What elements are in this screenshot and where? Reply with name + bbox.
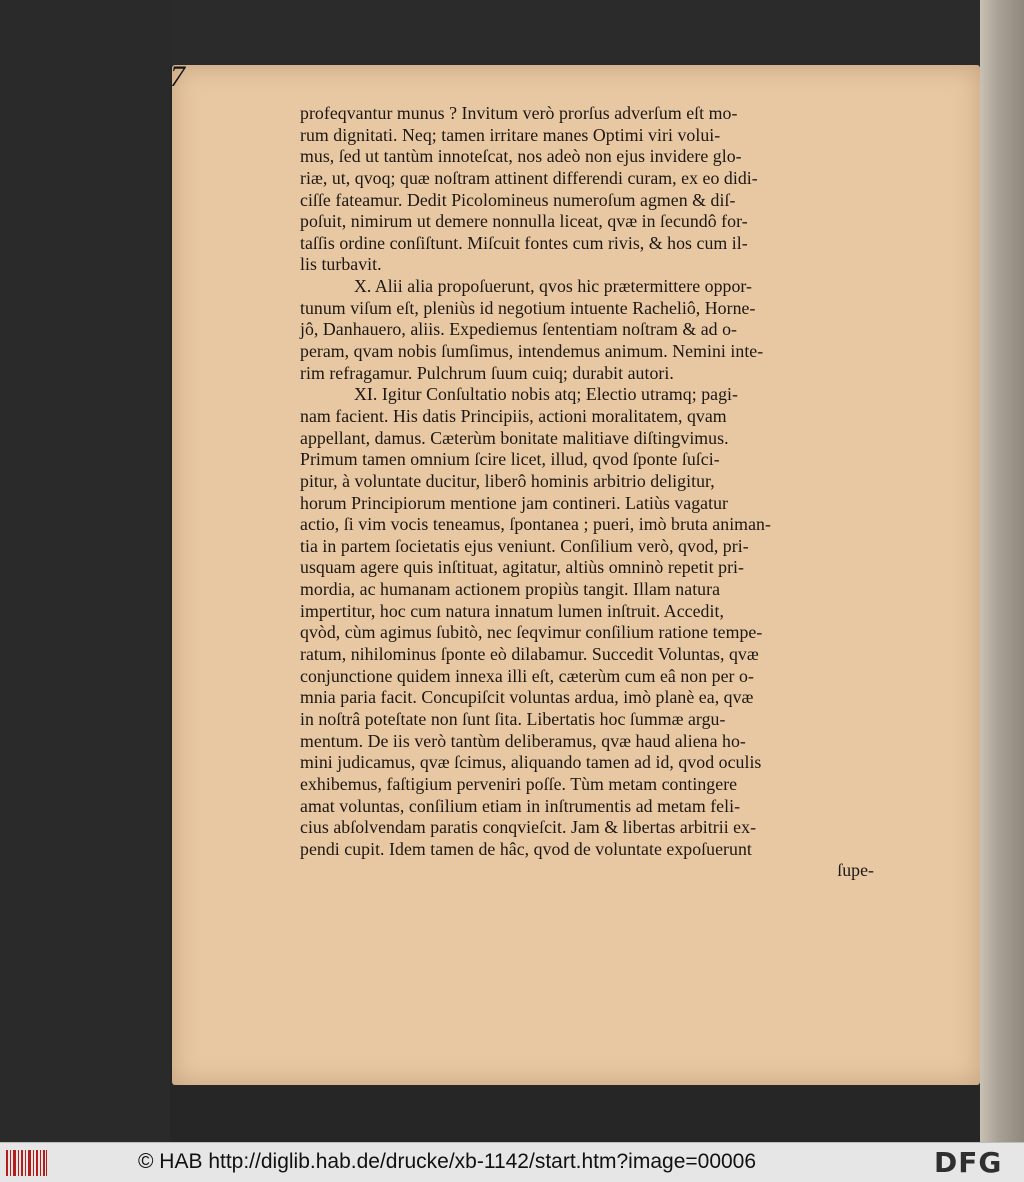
text-line: in noſtrâ poteſtate non ſunt ſita. Libertatis hoc ſummæ argu-	[300, 708, 726, 729]
text-line: jô, Danhauero, aliis. Expediemus ſententiam noſtram & ad o-	[300, 319, 737, 340]
text-line: pendi cupit. Idem tamen de hâc, qvod de voluntate expoſuerunt	[300, 838, 752, 859]
text-line: ratum, nihilominus ſponte eò dilabamur. Succedit Voluntas, qvæ	[300, 644, 759, 665]
text-line: profeqvantur munus ? Invitum verò prorſus adverſum eſt mo-	[300, 103, 738, 123]
copyright-link[interactable]: © HAB http://diglib.hab.de/drucke/xb-1142/start.htm?image=00006	[138, 1150, 757, 1173]
text-line: peram, qvam nobis ſumſimus, intendemus animum. Nemini inte-	[300, 341, 764, 362]
text-line: cius abſolvendam paratis conqvieſcit. Jam & libertas arbitrii ex-	[300, 817, 757, 838]
next-page-edge	[980, 0, 1024, 1142]
text-line: poſuit, nimirum ut demere nonnulla liceat, qvæ in ſecundô for-	[300, 211, 748, 232]
text-line: mini judicamus, qvæ ſcimus, aliquando tamen ad id, qvod oculis	[300, 752, 762, 773]
text-line: riæ, ut, qvoq; quæ noſtram attinent differendi curam, ex eo didi-	[300, 167, 758, 188]
text-line: mentum. De iis verò tantùm deliberamus, qvæ haud aliena ho-	[300, 730, 746, 751]
text-line: appellant, damus. Cæterùm bonitate malitiave diſtingvimus.	[300, 427, 729, 448]
text-line: horum Principiorum mentione jam contineri. Latiùs vagatur	[300, 492, 729, 513]
dfg-logo-text: DFG	[934, 1146, 1003, 1179]
text-line: usquam agere quis inſtituat, agitatur, altiùs omninò repetit pri-	[300, 557, 745, 578]
text-line: conjunctione quidem innexa illi eſt, cæterùm cum eâ non per o-	[300, 665, 754, 686]
section-heading-line: X. Alii alia propoſuerunt, qvos hic prætermittere oppor-	[354, 276, 752, 297]
text-line: taſſis ordine conſiſtunt. Miſcuit fontes cum rivis, & hos cum il-	[300, 232, 748, 253]
text-line: ciſſe fateamur. Dedit Picolomineus numeroſum agmen & diſ-	[300, 189, 736, 210]
text-line: lis turbavit.	[300, 254, 382, 275]
previous-page-number: 7	[170, 60, 185, 93]
text-line: exhibemus, faſtigium perveniri poſſe. Tùm metam contingere	[300, 773, 738, 794]
text-line: amat voluntas, conſilium etiam in inſtrumentis ad metam feli-	[300, 795, 741, 816]
text-line: qvòd, cùm agimus ſubitò, nec ſeqvimur conſilium ratione tempe-	[300, 622, 763, 643]
text-line: mnia paria facit. Concupiſcit voluntas ardua, imò planè ea, qvæ	[300, 687, 754, 708]
dfg-logo	[934, 1146, 1002, 1179]
text-line: impertitur, hoc cum natura innatum lumen inſtruit. Accedit,	[300, 600, 724, 621]
barcode-icon	[6, 1150, 48, 1176]
text-line: tia in partem ſocietatis ejus veniunt. Conſilium verò, qvod, pri-	[300, 535, 749, 556]
scan-background-top	[170, 0, 982, 66]
text-line: nam facient. His datis Principiis, actioni moralitatem, qvam	[300, 405, 727, 426]
scan-background-left	[0, 0, 170, 1142]
text-line: rim refragamur. Pulchrum ſuum cuiq; durabit autori.	[300, 362, 674, 383]
text-line: rum dignitati. Neq; tamen irritare manes Optimi viri volui-	[300, 124, 721, 145]
text-line: mordia, ac humanam actionem propiùs tangit. Illam natura	[300, 579, 721, 600]
text-line: pitur, à voluntate ducitur, liberô hominis arbitrio deligitur,	[300, 470, 715, 491]
scan-background-bottom	[170, 1086, 982, 1142]
text-line: mus, ſed ut tantùm innoteſcat, nos adeò non ejus invidere glo-	[300, 146, 742, 167]
text-line: Primum tamen omnium ſcire licet, illud, qvod ſponte ſuſci-	[300, 449, 720, 470]
text-line: actio, ſi vim vocis teneamus, ſpontanea ; pueri, imò bruta animan-	[300, 514, 771, 535]
section-heading-line: XI. Igitur Conſultatio nobis atq; Electio utramq; pagi-	[354, 384, 738, 405]
catchword: ſupe-	[837, 860, 874, 881]
page-text	[300, 103, 880, 882]
text-line: tunum viſum eſt, pleniùs id negotium intuente Racheliô, Horne-	[300, 297, 756, 318]
footer-bar	[0, 1142, 1024, 1182]
